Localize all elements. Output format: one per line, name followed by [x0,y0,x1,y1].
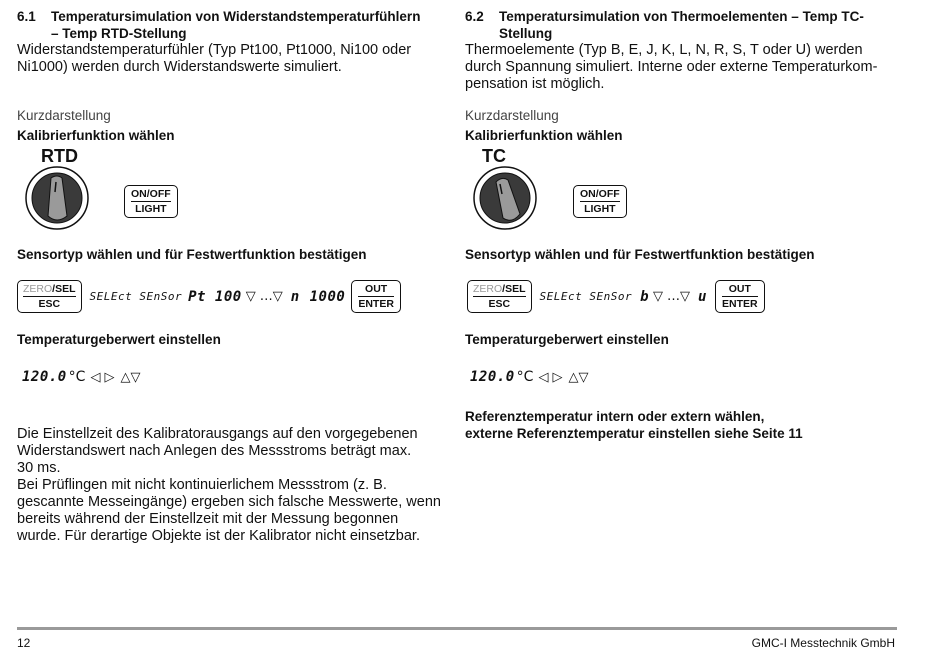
sensor-heading: Sensortyp wählen und für Festwertfunktion bestätigen [465,247,815,262]
right-triangle-icon: ▷ [552,369,563,385]
sensor-value-2a-display: n [290,288,300,305]
ellipsis: … [259,289,273,304]
kalibrierfunktion-heading: Kalibrierfunktion wählen [465,128,623,143]
para-line: bereits während der Einstellzeit mit der Messung begonnen [17,511,399,527]
section-title-line-2: – Temp RTD-Stellung [51,26,187,41]
light-label: LIGHT [135,203,167,215]
intro-line-3: pensation ist möglich. [465,76,605,92]
up-triangle-icon: △ [120,369,131,385]
intro-line-2: Ni1000) werden durch Widerstandswerte simuliert. [17,59,342,75]
para-line: gescannte Messeingänge) ergeben sich falsche Messwerte, wenn [17,494,441,510]
down-triangle-icon: ▽ [578,369,589,385]
intro-line-1: Thermoelemente (Typ B, E, J, K, L, N, R, S, T oder U) werden [465,42,863,58]
temp-heading: Temperaturgeberwert einstellen [17,332,221,347]
zero-sel-esc-button[interactable] [17,280,82,313]
kurzdarstellung-label: Kurzdarstellung [465,108,559,123]
temp-heading: Temperaturgeberwert einstellen [465,332,669,347]
section-number: 6.2 [465,9,484,24]
select-sensor-display: SELEct SEnSor [539,290,633,303]
ellipsis: … [667,289,681,304]
rtd-label: RTD [41,146,78,166]
esc-label: ESC [488,298,511,310]
settling-time-paragraph [17,426,457,545]
intro-line-2: durch Spannung simuliert. Interne oder externe Temperaturkom- [465,59,878,75]
tc-label: TC [482,146,506,166]
down-triangle-icon: ▽ [680,289,691,304]
down-triangle-icon: ▽ [653,289,664,304]
section-heading-6-1 [17,8,447,42]
out-enter-button[interactable] [351,280,401,313]
onoff-light-button[interactable] [573,185,627,218]
kalibrierfunktion-heading: Kalibrierfunktion wählen [17,128,175,143]
sensor-value-2-display: u [698,288,707,305]
temp-unit: °C [68,369,86,385]
company-name: GMC-I Messtechnik GmbH [751,636,895,650]
sensor-value-display: b [640,288,650,305]
out-label: OUT [358,283,394,297]
section-intro [17,42,447,76]
section-title [51,8,420,42]
temp-unit: °C [516,369,534,385]
sensor-value-display: Pt 100 [188,288,242,305]
down-triangle-icon: ▽ [130,369,141,385]
para-line: 30 ms. [17,460,61,476]
sel-label: /SEL [502,283,526,295]
sensor-heading: Sensortyp wählen und für Festwertfunktion bestätigen [17,247,367,262]
para-line: Die Einstellzeit des Kalibratorausgangs auf den vorgegebenen [17,426,418,442]
left-column [17,8,447,76]
select-sensor-display: SELEct SEnSor [89,290,183,303]
section-heading-6-2 [465,8,905,42]
footer-divider [17,627,897,630]
left-triangle-icon: ◁ [538,369,549,385]
section-intro [465,42,905,93]
down-triangle-icon: ▽ [272,289,283,304]
sel-label: /SEL [52,283,76,295]
para-line: Widerstandswert nach Anlegen des Messstroms beträgt max. [17,443,412,459]
reference-temp-instructions [465,408,803,442]
zero-sel-esc-button[interactable] [467,280,532,313]
sensor-select-row [17,280,401,313]
temp-setting-row [22,369,140,385]
sensor-value-2b-display: 1000 [309,288,346,305]
para-line: Bei Prüflingen mit nicht kontinuierlichem Messstrom (z. B. [17,477,387,493]
onoff-light-button[interactable] [124,185,178,218]
section-number: 6.1 [17,9,36,24]
onoff-label: ON/OFF [131,188,171,200]
right-triangle-icon: ▷ [104,369,115,385]
zero-label: ZERO [23,283,53,295]
esc-label: ESC [38,298,61,310]
rotary-dial-icon[interactable] [470,166,540,230]
section-title: Temperatursimulation von Thermoelementen – Temp TC-Stellung [499,9,864,41]
light-label: LIGHT [584,203,616,215]
enter-label: ENTER [721,298,758,310]
para-line: wurde. Für derartige Objekte ist der Kalibrator nicht einsetzbar. [17,528,420,544]
left-triangle-icon: ◁ [90,369,101,385]
onoff-label: ON/OFF [580,188,620,200]
enter-label: ENTER [358,298,394,310]
out-label: OUT [722,283,758,297]
sensor-select-row [467,280,765,313]
reference-line-2: externe Referenztemperatur einstellen siehe Seite 11 [465,426,803,441]
temp-setting-row [470,369,588,385]
rotary-dial-icon[interactable] [22,166,92,230]
up-triangle-icon: △ [568,369,579,385]
page-number: 12 [17,636,31,650]
kurzdarstellung-label: Kurzdarstellung [17,108,111,123]
reference-line-1: Referenztemperatur intern oder extern wählen, [465,409,765,424]
intro-line-1: Widerstandstemperaturfühler (Typ Pt100, Pt1000, Ni100 oder [17,42,412,58]
temp-value-display: 120.0 [470,369,515,385]
temp-value-display: 120.0 [22,369,67,385]
right-column [465,8,905,93]
section-title-line-1: Temperatursimulation von Widerstandstemperaturfühlern [51,9,421,24]
down-triangle-icon: ▽ [245,289,256,304]
zero-label: ZERO [473,283,503,295]
out-enter-button[interactable] [715,280,765,313]
